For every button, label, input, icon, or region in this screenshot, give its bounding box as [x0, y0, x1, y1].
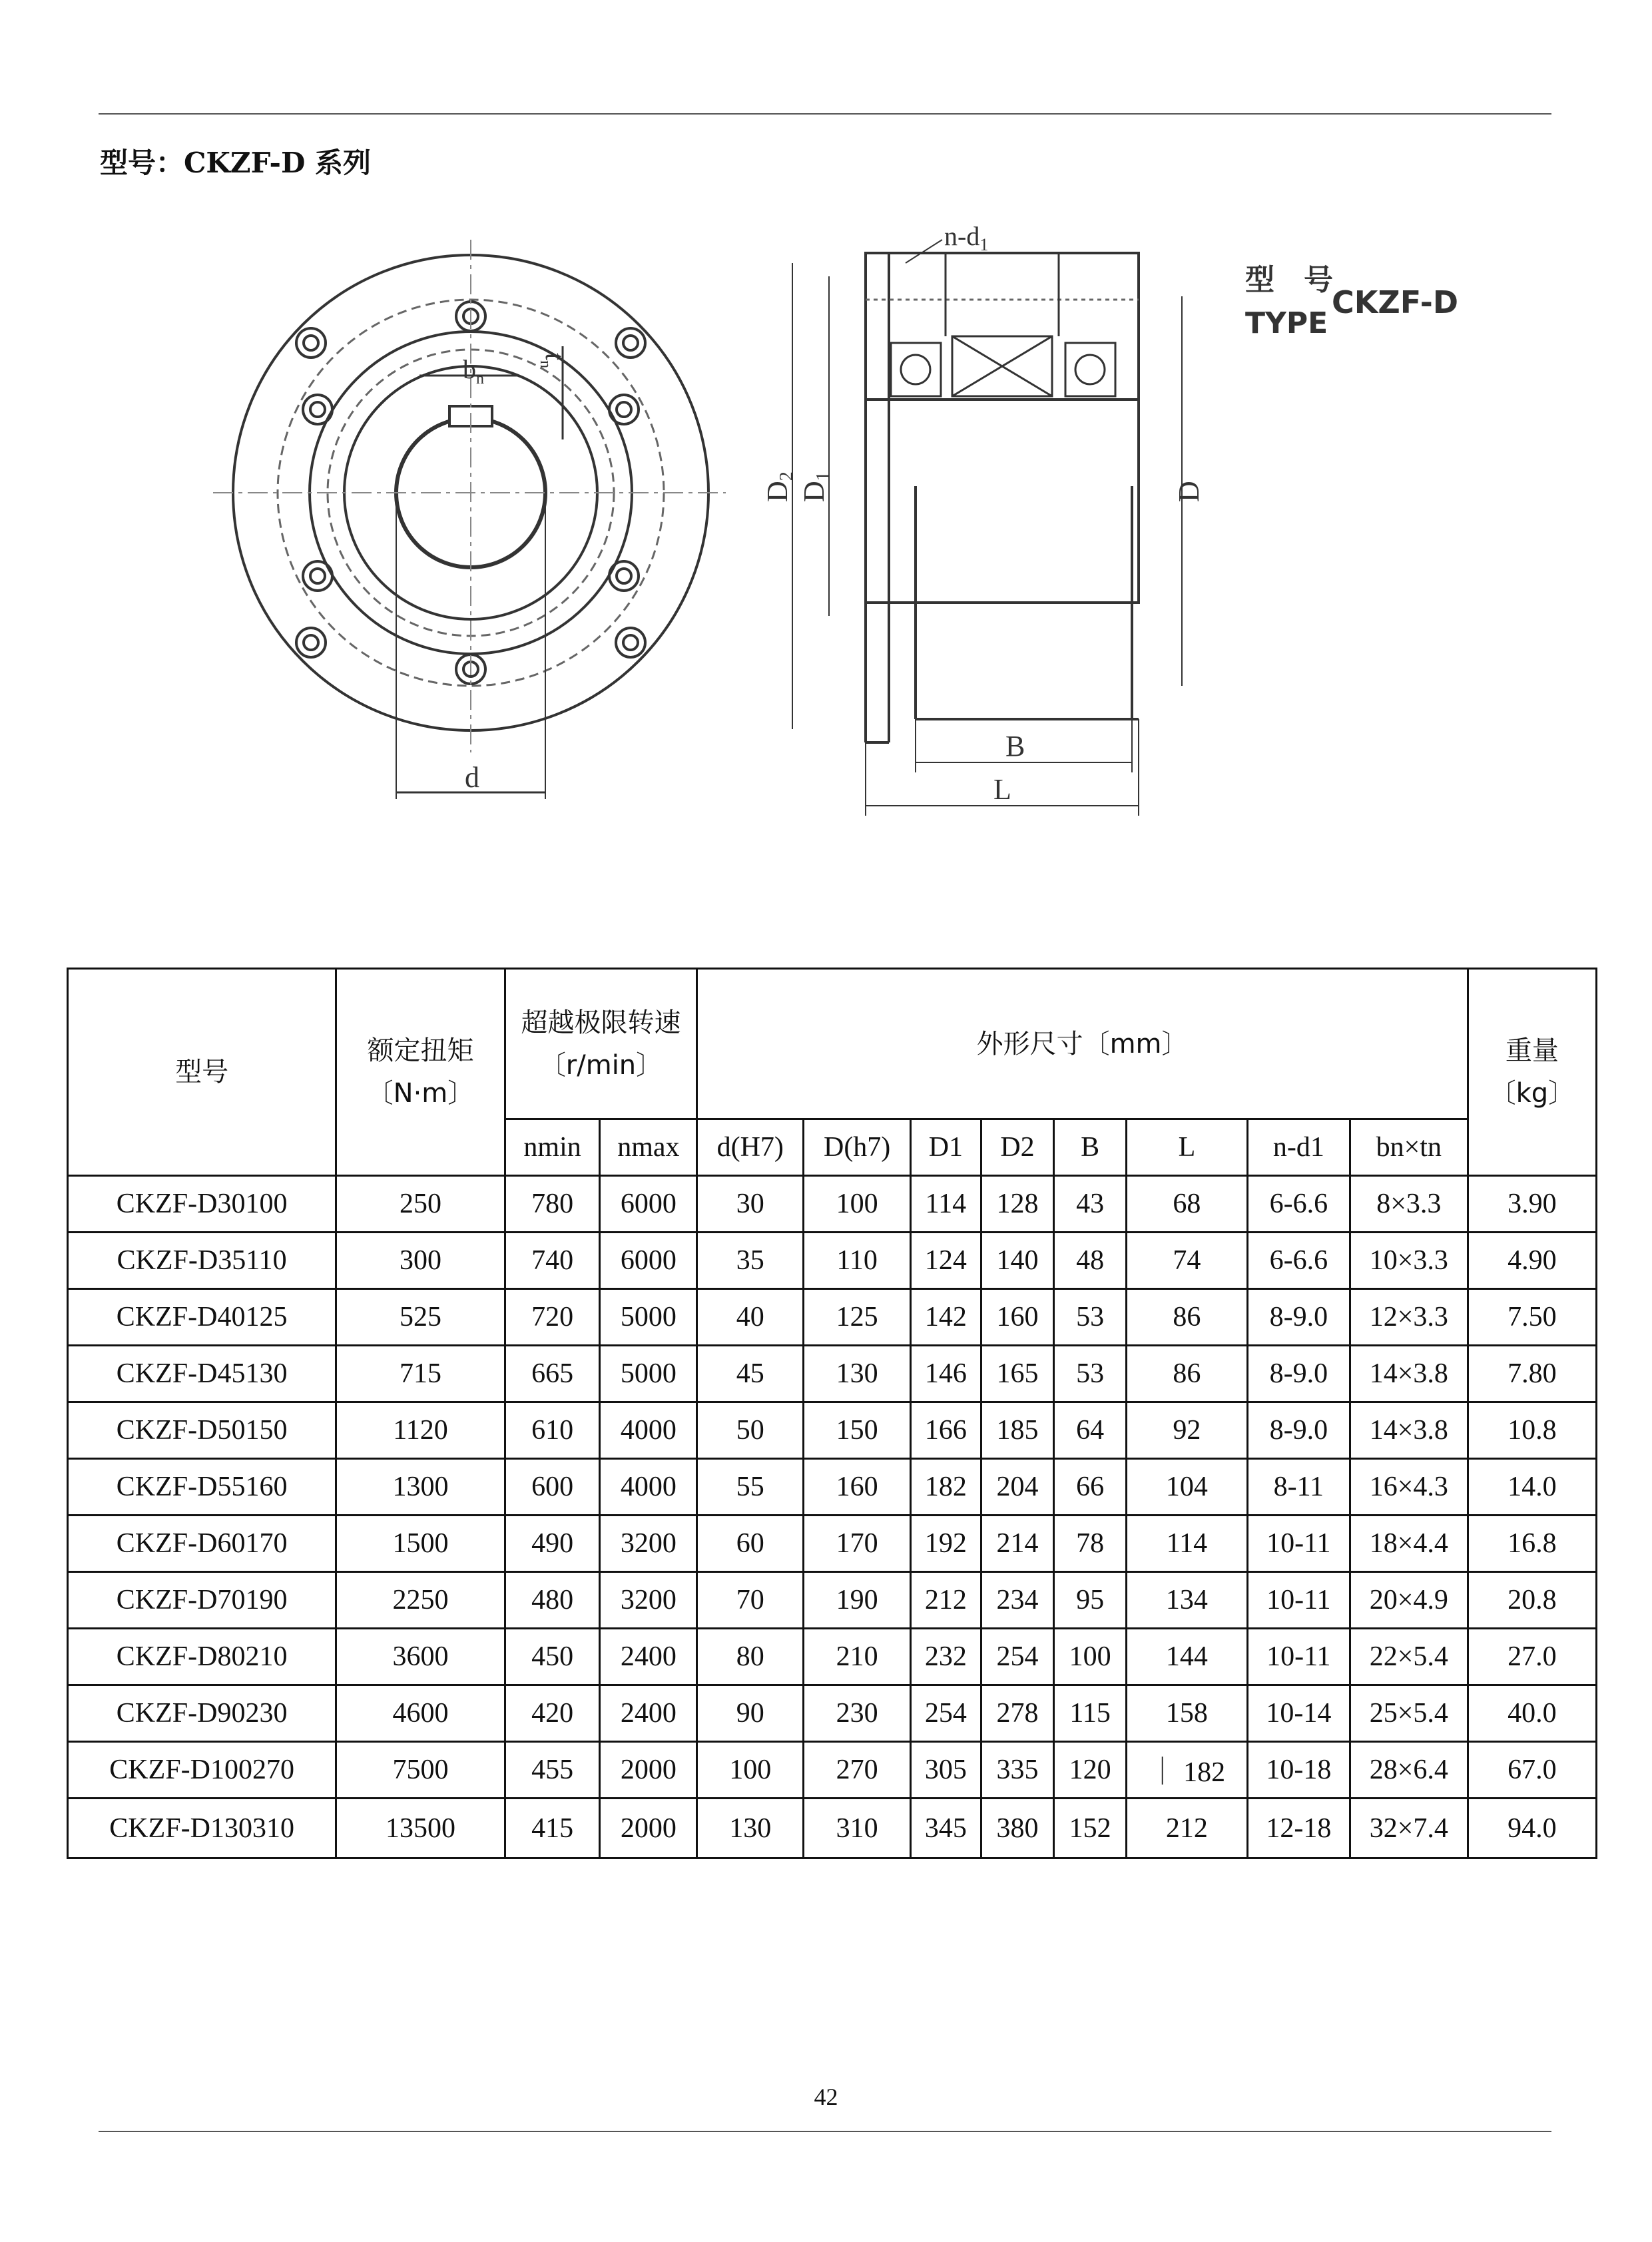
bearing-right [1065, 343, 1115, 396]
table-cell: 212 [911, 1572, 981, 1629]
table-cell: 3.90 [1468, 1176, 1596, 1233]
table-row [68, 1459, 1597, 1516]
dim-label-B: B [1005, 730, 1025, 762]
table-cell: 170 [804, 1516, 911, 1572]
table-cell: 7.80 [1468, 1346, 1596, 1402]
table-cell: 150 [804, 1402, 911, 1459]
table-cell: 4600 [336, 1685, 505, 1742]
table-cell: 60 [697, 1516, 804, 1572]
model-cell: CKZF-D30100 [68, 1176, 336, 1233]
model-cell: CKZF-D60170 [68, 1516, 336, 1572]
table-cell: 128 [981, 1176, 1054, 1233]
table-cell: 32×7.4 [1350, 1799, 1468, 1858]
table-cell: 610 [505, 1402, 600, 1459]
table-cell: 455 [505, 1742, 600, 1799]
table-cell: 210 [804, 1629, 911, 1685]
table-cell: 2400 [600, 1685, 697, 1742]
table-row [68, 1742, 1597, 1799]
body [866, 253, 1139, 603]
model-cell: CKZF-D45130 [68, 1346, 336, 1402]
series-title: 型号：CKZF-D 系列 [100, 146, 371, 179]
table-cell: 232 [911, 1629, 981, 1685]
table-cell: 40 [697, 1289, 804, 1346]
header-weight-line2: 〔kg〕 [1489, 1078, 1575, 1109]
table-cell: 48 [1054, 1233, 1127, 1289]
table-cell: 3200 [600, 1572, 697, 1629]
table-cell: 305 [911, 1742, 981, 1799]
header-torque-line1: 额定扭矩 [367, 1035, 474, 1066]
table-cell: 2000 [600, 1742, 697, 1799]
table-cell: 90 [697, 1685, 804, 1742]
table-cell: 415 [505, 1799, 600, 1858]
table-cell: 13500 [336, 1799, 505, 1858]
spec-table-body [68, 1176, 1597, 1858]
table-cell: 8-9.0 [1247, 1402, 1350, 1459]
table-cell: 4.90 [1468, 1233, 1596, 1289]
table-cell: 278 [981, 1685, 1054, 1742]
front-view [213, 240, 726, 799]
table-cell: 14.0 [1468, 1459, 1596, 1516]
table-cell: 18×4.4 [1350, 1516, 1468, 1572]
table-cell: 28×6.4 [1350, 1742, 1468, 1799]
spec-table [67, 968, 1597, 1859]
subheader-cell: D1 [911, 1119, 981, 1176]
table-cell: 25×5.4 [1350, 1685, 1468, 1742]
subheader-cell: nmax [600, 1119, 697, 1176]
table-row [68, 1799, 1597, 1858]
table-cell: 8-9.0 [1247, 1346, 1350, 1402]
header-torque [336, 969, 505, 1176]
bottom-rule [99, 2131, 1551, 2132]
table-cell: 134 [1126, 1572, 1247, 1629]
table-cell: 95 [1054, 1572, 1127, 1629]
table-cell: 158 [1126, 1685, 1247, 1742]
table-cell: 4000 [600, 1459, 697, 1516]
table-cell: 190 [804, 1572, 911, 1629]
table-cell: 7.50 [1468, 1289, 1596, 1346]
table-cell: 100 [697, 1742, 804, 1799]
table-cell: 10×3.3 [1350, 1233, 1468, 1289]
table-cell: 10-11 [1247, 1516, 1350, 1572]
table-cell: 665 [505, 1346, 600, 1402]
subheader-cell: bn×tn [1350, 1119, 1468, 1176]
model-cell: CKZF-D80210 [68, 1629, 336, 1685]
table-cell: 480 [505, 1572, 600, 1629]
table-cell: 740 [505, 1233, 600, 1289]
header-torque-line2: 〔N·m〕 [366, 1078, 475, 1109]
table-cell: 146 [911, 1346, 981, 1402]
table-row [68, 1233, 1597, 1289]
table-cell: 250 [336, 1176, 505, 1233]
table-cell: 94.0 [1468, 1799, 1596, 1858]
table-cell: 12-18 [1247, 1799, 1350, 1858]
table-cell: 7500 [336, 1742, 505, 1799]
table-cell: 12×3.3 [1350, 1289, 1468, 1346]
table-cell: 100 [1054, 1629, 1127, 1685]
table-cell: 166 [911, 1402, 981, 1459]
table-cell: 104 [1126, 1459, 1247, 1516]
subheader-cell: nmin [505, 1119, 600, 1176]
table-cell: 212 [1126, 1799, 1247, 1858]
table-cell: 10-11 [1247, 1572, 1350, 1629]
model-cell: CKZF-D100270 [68, 1742, 336, 1799]
table-row [68, 1516, 1597, 1572]
dim-label-tn: $t_n$ [537, 353, 570, 369]
table-cell: 10.8 [1468, 1402, 1596, 1459]
table-cell: 130 [804, 1346, 911, 1402]
table-cell: 525 [336, 1289, 505, 1346]
table-cell: 14×3.8 [1350, 1346, 1468, 1402]
dim-label-n-d1: $n-d_1$ [944, 221, 989, 254]
table-cell: 335 [981, 1742, 1054, 1799]
table-cell: 6-6.6 [1247, 1233, 1350, 1289]
table-cell: 86 [1126, 1289, 1247, 1346]
table-cell: 78 [1054, 1516, 1127, 1572]
table-cell: 450 [505, 1629, 600, 1685]
table-cell: 125 [804, 1289, 911, 1346]
table-cell: 600 [505, 1459, 600, 1516]
table-cell: 160 [804, 1459, 911, 1516]
table-cell: 4000 [600, 1402, 697, 1459]
table-cell: 142 [911, 1289, 981, 1346]
table-cell: 114 [1126, 1516, 1247, 1572]
table-cell: 40.0 [1468, 1685, 1596, 1742]
type-label [1245, 263, 1458, 340]
table-cell: 182 [911, 1459, 981, 1516]
table-cell: 8-9.0 [1247, 1289, 1350, 1346]
table-cell: 185 [981, 1402, 1054, 1459]
subheader-cell: B [1054, 1119, 1127, 1176]
top-rule [99, 113, 1551, 115]
table-cell: 10-18 [1247, 1742, 1350, 1799]
table-cell: 86 [1126, 1346, 1247, 1402]
table-cell: 20.8 [1468, 1572, 1596, 1629]
table-cell: 214 [981, 1516, 1054, 1572]
table-cell: 14×3.8 [1350, 1402, 1468, 1459]
table-cell: 6000 [600, 1233, 697, 1289]
table-cell: 300 [336, 1233, 505, 1289]
model-cell: CKZF-D70190 [68, 1572, 336, 1629]
table-cell: 165 [981, 1346, 1054, 1402]
table-cell: 6-6.6 [1247, 1176, 1350, 1233]
table-cell: 144 [1126, 1629, 1247, 1685]
table-cell: 160 [981, 1289, 1054, 1346]
table-cell: ｜ 182 [1126, 1742, 1247, 1799]
table-row [68, 1629, 1597, 1685]
header-weight [1468, 969, 1596, 1176]
model-cell: CKZF-D90230 [68, 1685, 336, 1742]
page-number: 42 [814, 2084, 838, 2110]
dim-label-D: D [1173, 481, 1205, 502]
table-cell: 10-14 [1247, 1685, 1350, 1742]
table-row [68, 1289, 1597, 1346]
table-cell: 5000 [600, 1346, 697, 1402]
table-cell: 1120 [336, 1402, 505, 1459]
table-cell: 6000 [600, 1176, 697, 1233]
table-cell: 114 [911, 1176, 981, 1233]
table-cell: 420 [505, 1685, 600, 1742]
dim-label-bn: $b_n$ [463, 354, 484, 388]
table-cell: 68 [1126, 1176, 1247, 1233]
table-cell: 234 [981, 1572, 1054, 1629]
table-cell: 27.0 [1468, 1629, 1596, 1685]
table-cell: 53 [1054, 1289, 1127, 1346]
table-cell: 30 [697, 1176, 804, 1233]
table-cell: 110 [804, 1233, 911, 1289]
table-cell: 45 [697, 1346, 804, 1402]
table-cell: 152 [1054, 1799, 1127, 1858]
table-cell: 192 [911, 1516, 981, 1572]
header-speed-line1: 超越极限转速 [521, 1007, 681, 1038]
table-row [68, 1685, 1597, 1742]
table-cell: 2250 [336, 1572, 505, 1629]
header-speed [505, 969, 697, 1119]
type-label-cn: 型 号 [1245, 263, 1333, 297]
table-row [68, 1176, 1597, 1233]
model-cell: CKZF-D35110 [68, 1233, 336, 1289]
table-cell: 100 [804, 1176, 911, 1233]
table-cell: 3200 [600, 1516, 697, 1572]
table-row [68, 1402, 1597, 1459]
table-cell: 20×4.9 [1350, 1572, 1468, 1629]
table-cell: 124 [911, 1233, 981, 1289]
table-cell: 380 [981, 1799, 1054, 1858]
model-cell: CKZF-D40125 [68, 1289, 336, 1346]
model-cell: CKZF-D50150 [68, 1402, 336, 1459]
header-model: 型号 [68, 969, 336, 1176]
table-cell: 53 [1054, 1346, 1127, 1402]
table-cell: 67.0 [1468, 1742, 1596, 1799]
table-cell: 10-11 [1247, 1629, 1350, 1685]
table-cell: 1500 [336, 1516, 505, 1572]
dim-label-L: L [993, 773, 1011, 806]
table-cell: 43 [1054, 1176, 1127, 1233]
table-cell: 8-11 [1247, 1459, 1350, 1516]
table-cell: 64 [1054, 1402, 1127, 1459]
table-row [68, 1346, 1597, 1402]
model-cell: CKZF-D130310 [68, 1799, 336, 1858]
table-cell: 50 [697, 1402, 804, 1459]
subheader-cell: D2 [981, 1119, 1054, 1176]
header-speed-line2: 〔r/min〕 [539, 1049, 663, 1081]
table-cell: 2400 [600, 1629, 697, 1685]
table-cell: 2000 [600, 1799, 697, 1858]
table-cell: 16.8 [1468, 1516, 1596, 1572]
table-cell: 120 [1054, 1742, 1127, 1799]
table-cell: 254 [981, 1629, 1054, 1685]
header-row-1 [68, 969, 1597, 1119]
dim-label-D1: D1 [798, 471, 834, 502]
table-cell: 66 [1054, 1459, 1127, 1516]
table-cell: 22×5.4 [1350, 1629, 1468, 1685]
table-cell: 55 [697, 1459, 804, 1516]
table-cell: 270 [804, 1742, 911, 1799]
dim-label-d: d [465, 761, 479, 794]
type-label-model: CKZF-D [1332, 284, 1459, 320]
table-cell: 5000 [600, 1289, 697, 1346]
table-cell: 130 [697, 1799, 804, 1858]
table-cell: 3600 [336, 1629, 505, 1685]
table-cell: 345 [911, 1799, 981, 1858]
table-cell: 490 [505, 1516, 600, 1572]
table-cell: 310 [804, 1799, 911, 1858]
table-cell: 254 [911, 1685, 981, 1742]
type-label-en: TYPE [1245, 306, 1328, 340]
dim-label-D2: D2 [761, 471, 797, 502]
table-cell: 204 [981, 1459, 1054, 1516]
table-cell: 715 [336, 1346, 505, 1402]
table-cell: 8×3.3 [1350, 1176, 1468, 1233]
header-dims: 外形尺寸〔mm〕 [697, 969, 1468, 1119]
table-cell: 140 [981, 1233, 1054, 1289]
subheader-cell: n-d1 [1247, 1119, 1350, 1176]
table-cell: 70 [697, 1572, 804, 1629]
subheader-cell: D(h7) [804, 1119, 911, 1176]
table-cell: 92 [1126, 1402, 1247, 1459]
table-cell: 74 [1126, 1233, 1247, 1289]
table-cell: 780 [505, 1176, 600, 1233]
table-cell: 720 [505, 1289, 600, 1346]
side-view [792, 240, 1182, 816]
table-cell: 1300 [336, 1459, 505, 1516]
technical-drawing [200, 213, 1465, 846]
table-row [68, 1572, 1597, 1629]
table-cell: 230 [804, 1685, 911, 1742]
subheader-cell: L [1126, 1119, 1247, 1176]
table-cell: 115 [1054, 1685, 1127, 1742]
table-cell: 80 [697, 1629, 804, 1685]
header-weight-line1: 重量 [1505, 1035, 1559, 1066]
bearing-left [891, 343, 941, 396]
subheader-cell: d(H7) [697, 1119, 804, 1176]
model-cell: CKZF-D55160 [68, 1459, 336, 1516]
table-cell: 35 [697, 1233, 804, 1289]
table-cell: 16×4.3 [1350, 1459, 1468, 1516]
